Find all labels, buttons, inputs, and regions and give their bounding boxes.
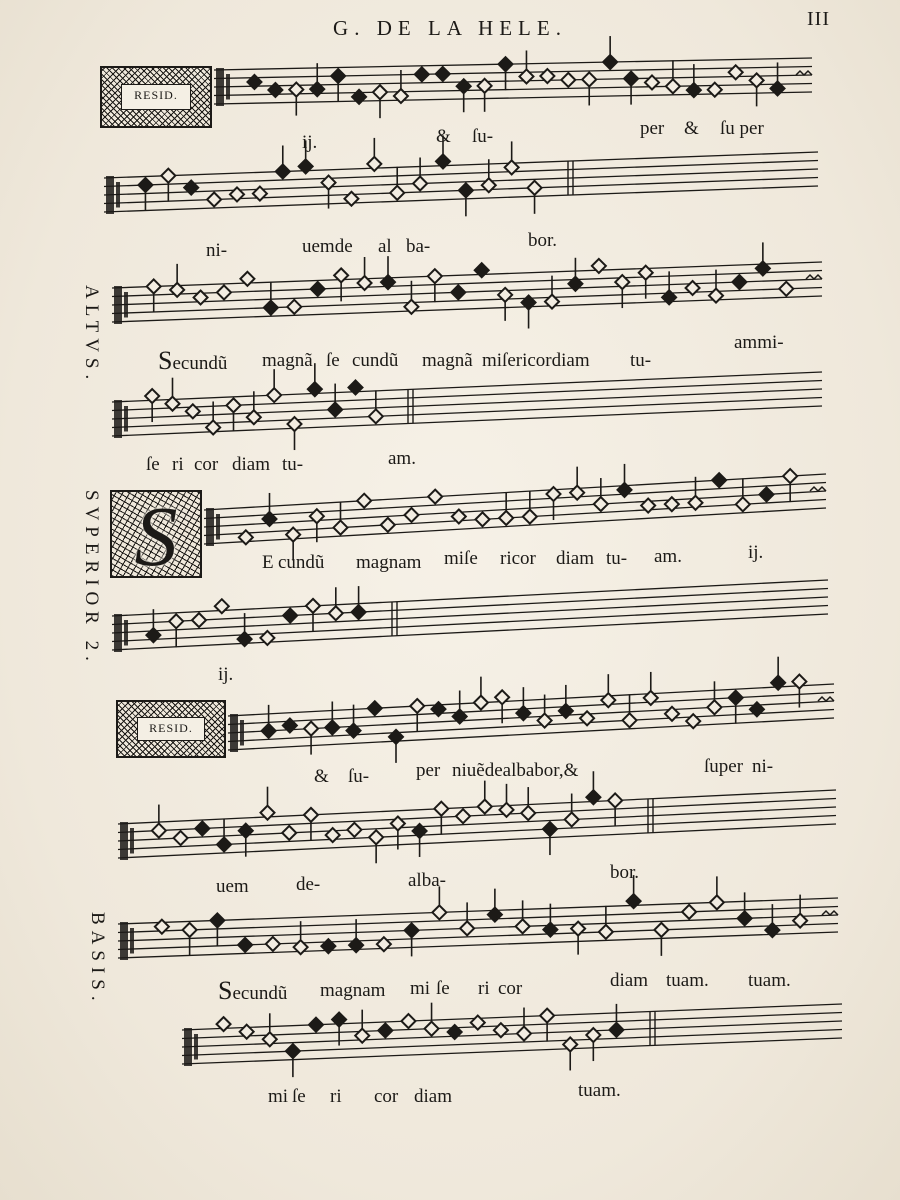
lyric: ni- [206, 240, 228, 261]
custos [806, 275, 822, 279]
note [309, 1018, 323, 1032]
clef [240, 720, 244, 746]
note [609, 1023, 623, 1037]
lyric: ſu- [348, 766, 370, 787]
note [478, 800, 492, 814]
lyric: de- [296, 874, 321, 895]
lyric: ammi- [734, 332, 784, 353]
lyric: tuam. [748, 970, 791, 991]
lyric: ſe [326, 350, 340, 371]
note [516, 919, 530, 933]
clef [216, 68, 224, 106]
lyric: & [684, 118, 699, 139]
custos [810, 487, 826, 491]
note [732, 275, 746, 289]
note [390, 186, 404, 200]
note [428, 490, 442, 504]
resid-label-1: RESID. [121, 84, 190, 110]
note [138, 178, 152, 192]
staff-line [228, 718, 834, 750]
lyric: tu- [606, 548, 628, 569]
lyric: cor [374, 1086, 399, 1107]
clef [120, 922, 128, 960]
note [415, 67, 429, 81]
note [474, 696, 488, 710]
staff-line [228, 684, 834, 716]
clef [114, 614, 122, 652]
note [413, 176, 427, 190]
lyric: am. [654, 546, 682, 567]
lyric: tu- [282, 454, 304, 475]
note [779, 282, 793, 296]
staff-line [118, 799, 836, 833]
staff-line [112, 398, 822, 428]
note [227, 398, 241, 412]
lyric: cundũ [352, 350, 399, 371]
lyric: uemde [302, 236, 353, 257]
lyric: ni- [752, 756, 774, 777]
note [304, 722, 318, 736]
folio-number: III [807, 8, 830, 30]
note [161, 169, 175, 183]
lyric: miſericordiam [482, 350, 590, 371]
note [460, 921, 474, 935]
note [331, 69, 345, 83]
note [325, 720, 339, 734]
staff-line [112, 372, 822, 402]
resid-label-2: RESID. [137, 717, 205, 741]
voice-label-altus: ALTVS. [81, 285, 102, 386]
note [565, 813, 579, 827]
clef [120, 822, 128, 860]
lyric: E [262, 552, 274, 573]
note [373, 85, 387, 99]
note [729, 691, 743, 705]
note [152, 824, 166, 838]
clef [106, 176, 114, 214]
note [334, 521, 348, 535]
lyric: alba- [408, 870, 446, 891]
lyric: magnã [262, 350, 313, 371]
note [603, 55, 617, 69]
note [282, 826, 296, 840]
note [286, 1044, 300, 1058]
clef [216, 514, 220, 540]
note [582, 72, 596, 86]
lyric: diam [610, 970, 648, 991]
note [599, 925, 613, 939]
lyric: magnam [356, 552, 422, 573]
note [306, 599, 320, 613]
note [521, 806, 535, 820]
lyric: cundũ [278, 552, 325, 573]
note [682, 905, 696, 919]
lyric: per [416, 760, 441, 781]
note [517, 1027, 531, 1041]
lyric: ri [330, 1086, 342, 1107]
lyric: & [436, 126, 451, 147]
note [264, 301, 278, 315]
note [147, 279, 161, 293]
note [436, 67, 450, 81]
note [594, 497, 608, 511]
lyric: Secundũ [218, 976, 288, 1005]
staff-line [112, 406, 822, 436]
clef [116, 182, 120, 208]
clef [130, 928, 134, 954]
note [434, 802, 448, 816]
lyric: & [314, 766, 329, 787]
staff-line [112, 381, 822, 411]
lyric: ſu per [720, 118, 764, 139]
note [736, 497, 750, 511]
lyric: ij. [218, 664, 234, 685]
note [217, 837, 231, 851]
lyric: mi [410, 978, 431, 999]
clef [226, 74, 230, 100]
lyric: tuam. [666, 970, 709, 991]
note [169, 614, 183, 628]
note [266, 937, 280, 951]
lyric: diam [556, 548, 594, 569]
lyric: ba- [406, 236, 431, 257]
note [347, 823, 361, 837]
note [329, 606, 343, 620]
note [783, 469, 797, 483]
note [528, 181, 542, 195]
lyric: ſu- [472, 126, 494, 147]
note [381, 518, 395, 532]
note [499, 511, 513, 525]
note [561, 73, 575, 87]
note [369, 830, 383, 844]
lyric: ricor [500, 548, 536, 569]
lyric: ſe [436, 978, 450, 999]
note [369, 409, 383, 423]
note [262, 724, 276, 738]
note [401, 1014, 415, 1028]
note [456, 809, 470, 823]
clef [114, 400, 122, 438]
note [267, 388, 281, 402]
note [451, 285, 465, 299]
clef [194, 1034, 198, 1060]
note [654, 923, 668, 937]
custos [822, 911, 838, 915]
initial-letter: S [134, 488, 178, 584]
note [378, 1023, 392, 1037]
lyric: ij. [748, 542, 764, 563]
note [352, 605, 366, 619]
clef [206, 508, 214, 546]
note [311, 282, 325, 296]
lyric: diam [414, 1086, 452, 1107]
note [192, 613, 206, 627]
lyric: magnam [320, 980, 386, 1001]
note [623, 713, 637, 727]
lyric: uem [216, 876, 249, 897]
clef [184, 1028, 192, 1066]
clef [114, 286, 122, 324]
note [760, 487, 774, 501]
note [476, 512, 490, 526]
lyric: Secundũ [158, 346, 228, 375]
note [207, 192, 221, 206]
lyric: tuam. [578, 1080, 621, 1101]
custos [818, 697, 834, 701]
note [499, 57, 513, 71]
note [540, 1009, 554, 1023]
note [543, 822, 557, 836]
clef [124, 292, 128, 318]
clef [124, 620, 128, 646]
note [405, 508, 419, 522]
note [174, 831, 188, 845]
note [428, 269, 442, 283]
staff-line [228, 710, 834, 742]
lyric: cor [498, 978, 523, 999]
note [368, 701, 382, 715]
note [183, 923, 197, 937]
lyric: per [640, 118, 665, 139]
lyric: mi [268, 1086, 289, 1107]
lyric: ſuper [704, 756, 744, 777]
note [405, 923, 419, 937]
lyric: ſe [146, 454, 160, 475]
note [712, 473, 726, 487]
note [738, 911, 752, 925]
lyric: bor. [528, 230, 558, 251]
note [425, 1022, 439, 1036]
staff-line [204, 491, 826, 527]
lyric: bor. [610, 862, 640, 883]
note [283, 609, 297, 623]
note [608, 793, 622, 807]
lyric: al [378, 236, 392, 257]
note [217, 285, 231, 299]
lyric: diam [232, 454, 270, 475]
lyric: miſe [444, 548, 478, 569]
note [459, 183, 473, 197]
lyric: tu- [630, 350, 652, 371]
staff-line [112, 389, 822, 419]
lyric: ri [172, 454, 184, 475]
staff-line [118, 807, 836, 841]
note [710, 895, 724, 909]
note [287, 300, 301, 314]
note [238, 938, 252, 952]
note [624, 72, 638, 86]
lyric: niuẽdealbabor,& [452, 760, 579, 781]
lyric: ij. [302, 132, 318, 153]
note [410, 699, 424, 713]
clef [130, 828, 134, 854]
note [304, 808, 318, 822]
note [210, 913, 224, 927]
lyric: cor [194, 454, 219, 475]
note [707, 700, 721, 714]
note [357, 494, 371, 508]
lyric: ſe [292, 1086, 306, 1107]
note [328, 403, 342, 417]
clef [124, 406, 128, 432]
note [523, 510, 537, 524]
voice-label-basis: BASIS. [87, 912, 108, 1007]
lyric: magnã [422, 350, 473, 371]
note [276, 164, 290, 178]
note [195, 822, 209, 836]
voice-label-superior: SVPERIOR 2. [81, 490, 102, 667]
lyric: ri [478, 978, 490, 999]
note [666, 79, 680, 93]
lyric: am. [388, 448, 416, 469]
clef [230, 714, 238, 752]
note [432, 905, 446, 919]
running-title: G. DE LA HELE. [333, 16, 567, 40]
